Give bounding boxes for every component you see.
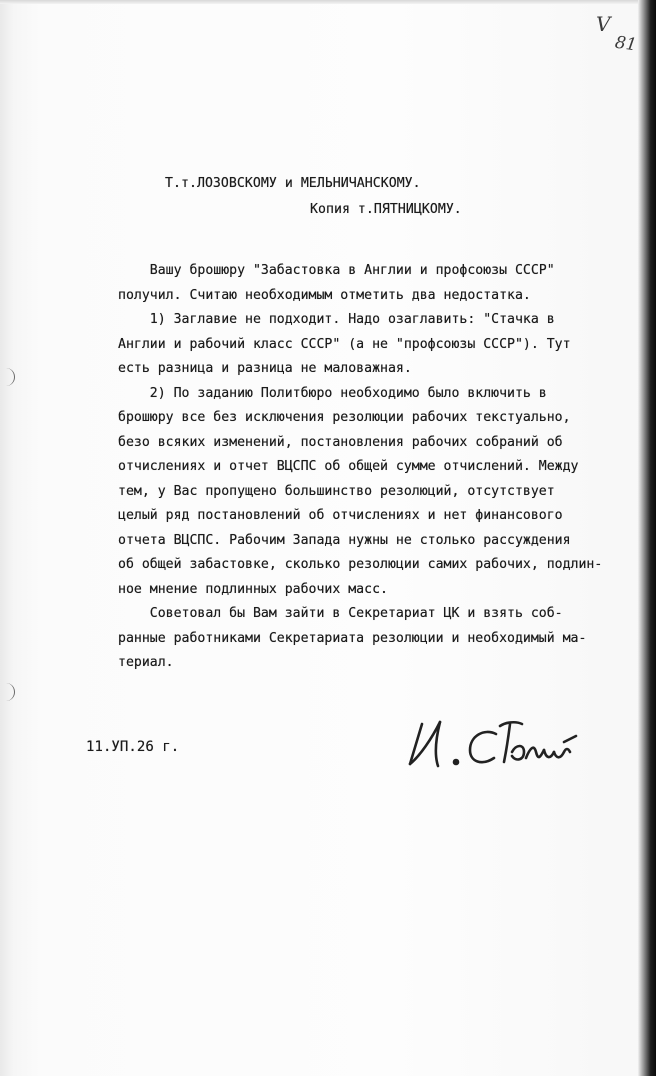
body-line: 1) Заглавие не подходит. Надо озаглавить: "Стачка в xyxy=(118,312,555,327)
binder-hole-mark xyxy=(0,368,15,386)
body-line: отчислениях и отчет ВЦСПС об общей сумме отчислений. Между xyxy=(118,459,579,474)
body-line: об общей забастовке, сколько резолюции самих рабочих, подлин- xyxy=(118,557,603,572)
body-line: териал. xyxy=(118,655,174,670)
body-line: Советовал бы Вам зайти в Секретариат ЦК и взять соб- xyxy=(118,606,563,621)
letter-date: 11.УП.26 г. xyxy=(86,739,180,755)
handwritten-signature xyxy=(404,712,590,778)
body-line: целый ряд постановлений об отчислениях и нет финансового xyxy=(118,508,563,523)
body-line: тем, у Вас пропущено большинство резолюций, отсутствует xyxy=(118,483,555,499)
copy-line: Копия т.ПЯТНИЦКОМУ. xyxy=(310,202,462,217)
body-line: отчета ВЦСПС. Рабочим Запада нужны не столько рассуждения xyxy=(118,532,571,548)
body-line: есть разница и разница не маловажная. xyxy=(118,361,412,376)
archive-letter-mark: V xyxy=(596,12,611,36)
body-line: 2) По заданию Политбюро необходимо было включить в xyxy=(118,385,547,401)
body-line: Англии и рабочий класс СССР" (а не "профсоюзы СССР"). Тут xyxy=(118,336,571,352)
body-line: ранные работниками Секретариата резолюции и необходимый ма- xyxy=(118,630,587,646)
body-line: безо всяких изменений, постановления рабочих собраний об xyxy=(118,434,563,450)
body-line: Вашу брошюру "Забастовка в Англии и профсоюзы СССР" xyxy=(118,263,555,278)
binder-hole-mark xyxy=(0,683,15,701)
archive-folio-number: 81 xyxy=(613,32,638,56)
page-right-edge-shadow xyxy=(638,0,656,1076)
letter-body xyxy=(118,259,618,676)
body-line: ное мнение подлинных рабочих масс. xyxy=(118,581,388,597)
addressees-line: Т.т.ЛОЗОВСКОМУ и МЕЛЬНИЧАНСКОМУ. xyxy=(165,176,421,191)
body-line: получил. Считаю необходимым отметить два недостатка. xyxy=(118,287,531,303)
page-top-edge xyxy=(0,0,656,4)
body-line: брошюру все без исключения резолюции рабочих текстуально, xyxy=(118,410,571,425)
